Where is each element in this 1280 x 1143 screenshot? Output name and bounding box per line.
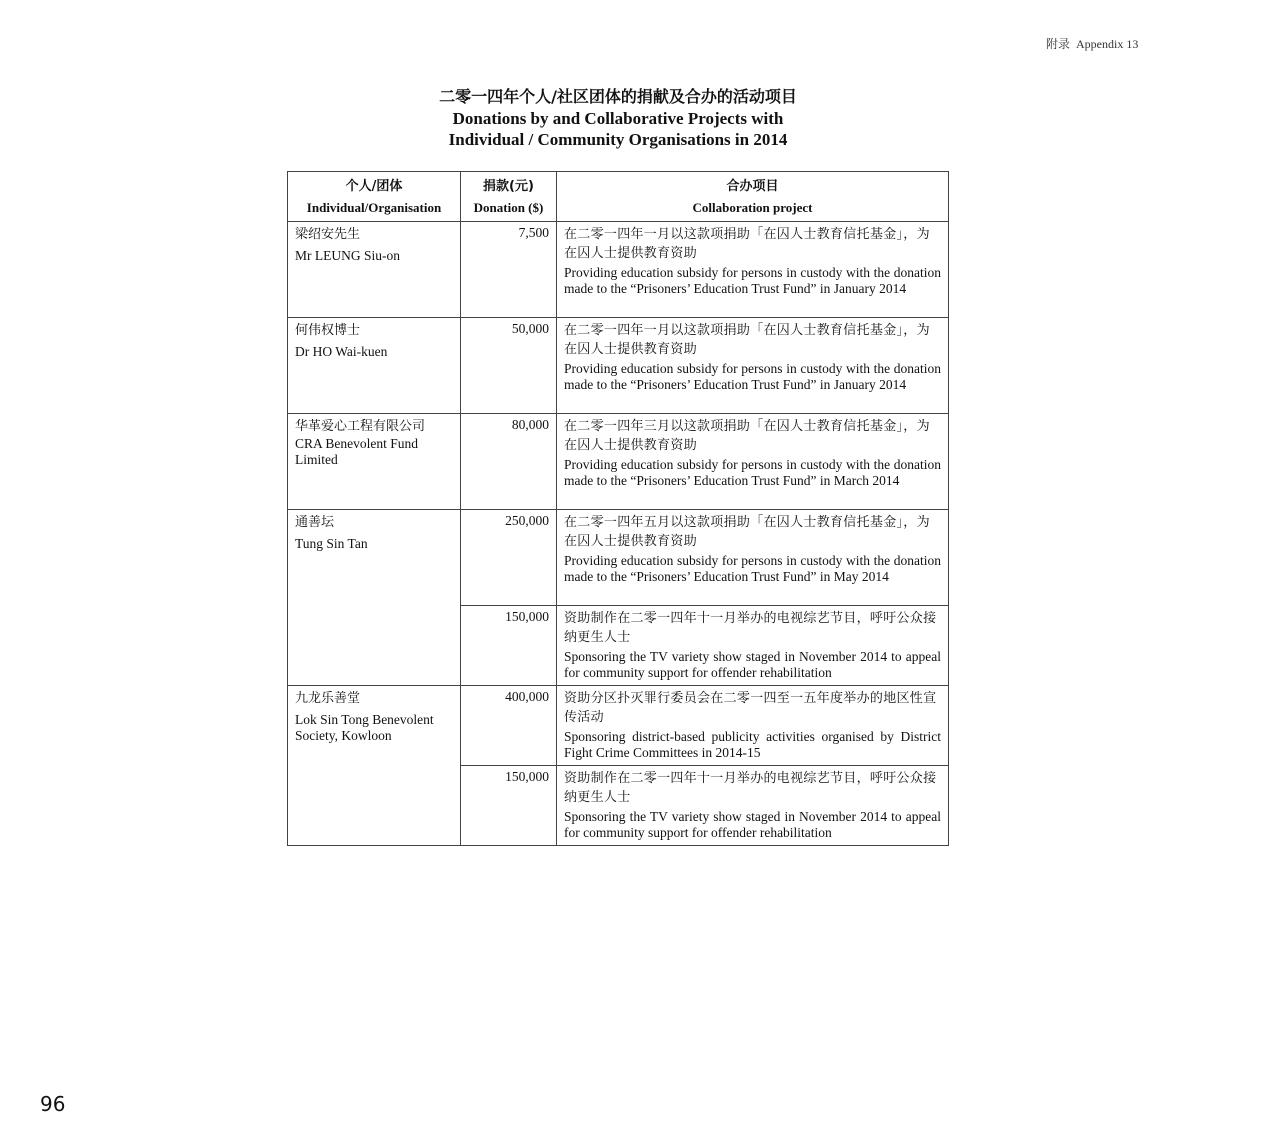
project-desc-en: Sponsoring district-based publicity activities organised by District Fight Crime Committees in 2014-15 — [564, 729, 941, 760]
page-number: 96 — [40, 1092, 66, 1116]
running-header — [1046, 35, 1138, 52]
project-desc-cn: 资助分区扑灭罪行委员会在二零一四至一五年度举办的地区性宣传活动 — [564, 691, 937, 725]
org-name-cn: 九龙乐善堂 — [295, 691, 361, 706]
project-desc-cn: 在二零一四年一月以这款项捐助「在囚人士教育信托基金」，为在囚人士提供教育资助 — [564, 323, 930, 357]
page-title — [288, 86, 948, 150]
org-name-en: Tung Sin Tan — [295, 536, 368, 551]
project-desc-cn: 资助制作在二零一四年十一月举办的电视综艺节目，呼吁公众接纳更生人士 — [564, 611, 937, 645]
table-row — [288, 222, 949, 318]
donation-amount: 400,000 — [461, 686, 557, 766]
project-desc-en: Providing education subsidy for persons in custody with the donation made to the “Prisoners’ Education Trust Fund” in March 2014 — [564, 457, 941, 488]
header-label-en: Appendix 13 — [1076, 37, 1139, 51]
project-desc-en: Providing education subsidy for persons in custody with the donation made to the “Prisoners’ Education Trust Fund” in May 2014 — [564, 553, 941, 584]
donation-amount: 150,000 — [461, 606, 557, 686]
project-desc-cn: 资助制作在二零一四年十一月举办的电视综艺节目，呼吁公众接纳更生人士 — [564, 771, 937, 805]
org-name-en: Lok Sin Tong Benevolent Society, Kowloon — [295, 712, 434, 743]
donations-table — [287, 171, 949, 846]
donation-amount: 150,000 — [461, 766, 557, 846]
project-cell — [557, 318, 949, 414]
header-donation-cn: 捐款(元) — [483, 179, 534, 194]
header-org-cn: 个人/团体 — [345, 179, 403, 194]
project-desc-en: Providing education subsidy for persons in custody with the donation made to the “Prisoners’ Education Trust Fund” in January 2014 — [564, 265, 941, 296]
org-cell — [288, 414, 461, 510]
org-name-cn: 华革爱心工程有限公司 — [295, 419, 426, 434]
donation-amount: 50,000 — [461, 318, 557, 414]
title-en-line1: Donations by and Collaborative Projects with — [452, 109, 784, 128]
header-donation-en: Donation ($) — [473, 200, 544, 215]
project-desc-cn: 在二零一四年五月以这款项捐助「在囚人士教育信托基金」，为在囚人士提供教育资助 — [564, 515, 930, 549]
header-donation — [461, 172, 557, 222]
project-desc-cn: 在二零一四年一月以这款项捐助「在囚人士教育信托基金」，为在囚人士提供教育资助 — [564, 227, 930, 261]
title-cn: 二零一四年个人/社区团体的捐献及合办的活动项目 — [439, 87, 797, 106]
project-cell — [557, 414, 949, 510]
project-cell — [557, 766, 949, 846]
org-name-en: Dr HO Wai-kuen — [295, 344, 388, 359]
table-row — [288, 318, 949, 414]
project-cell — [557, 222, 949, 318]
org-cell — [288, 686, 461, 846]
header-project-cn: 合办项目 — [726, 179, 779, 194]
donation-amount: 250,000 — [461, 510, 557, 606]
project-cell — [557, 686, 949, 766]
header-project-en: Collaboration project — [692, 200, 813, 215]
donation-amount: 80,000 — [461, 414, 557, 510]
table-row — [288, 414, 949, 510]
org-cell — [288, 318, 461, 414]
org-cell — [288, 510, 461, 686]
org-name-en: CRA Benevolent Fund Limited — [295, 436, 419, 467]
org-name-cn: 通善坛 — [295, 515, 335, 530]
project-desc-en: Sponsoring the TV variety show staged in November 2014 to appeal for community support for offender rehabilitation — [564, 649, 941, 680]
table-row — [288, 686, 949, 766]
org-name-cn: 何伟权博士 — [295, 323, 361, 338]
project-desc-cn: 在二零一四年三月以这款项捐助「在囚人士教育信托基金」，为在囚人士提供教育资助 — [564, 419, 930, 453]
project-cell — [557, 606, 949, 686]
header-organisation — [288, 172, 461, 222]
table-header-row — [288, 172, 949, 222]
table-row — [288, 510, 949, 606]
org-name-en: Mr LEUNG Siu-on — [295, 248, 400, 263]
title-en-line2: Individual / Community Organisations in 2014 — [448, 130, 788, 149]
header-org-en: Individual/Organisation — [306, 200, 442, 215]
org-name-cn: 梁绍安先生 — [295, 227, 361, 242]
donation-amount: 7,500 — [461, 222, 557, 318]
org-cell — [288, 222, 461, 318]
header-label-cn: 附录 — [1046, 37, 1071, 51]
project-desc-en: Sponsoring the TV variety show staged in November 2014 to appeal for community support for offender rehabilitation — [564, 809, 941, 840]
header-project — [557, 172, 949, 222]
project-cell — [557, 510, 949, 606]
project-desc-en: Providing education subsidy for persons in custody with the donation made to the “Prisoners’ Education Trust Fund” in January 2014 — [564, 361, 941, 392]
